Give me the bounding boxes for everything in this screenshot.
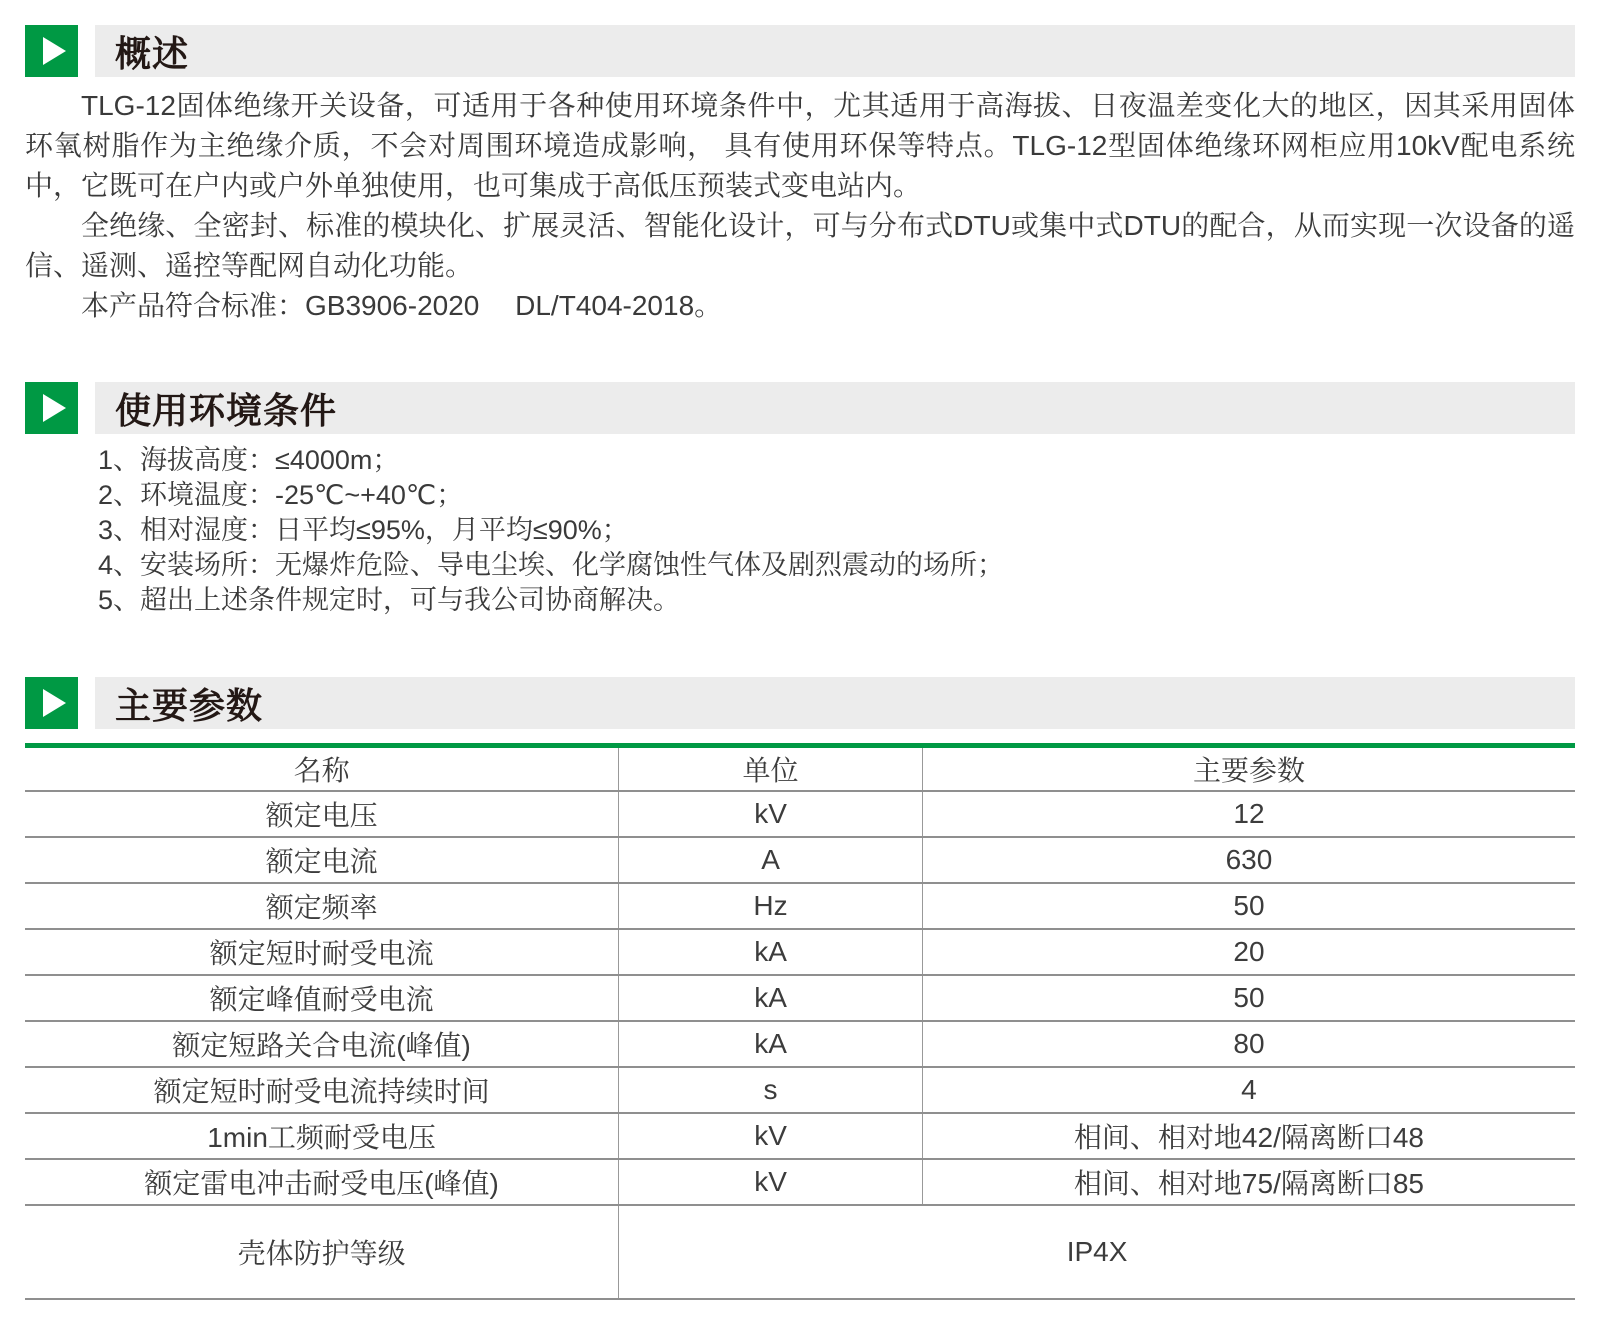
table-row: [25, 1067, 1575, 1113]
table-row: [25, 837, 1575, 883]
param-unit-cell: s: [619, 1067, 923, 1113]
table-header-unit: 单位: [619, 746, 923, 791]
environment-list-item: 5、超出上述条件规定时，可与我公司协商解决。: [98, 585, 681, 615]
overview-paragraph: 全绝缘、全密封、标准的模块化、扩展灵活、智能化设计，可与分布式DTU或集中式DTU的配合，从而实现一次设备的遥信、遥测、遥控等配网自动化功能。: [25, 210, 1575, 281]
section-title-parameters: 主要参数: [115, 684, 264, 726]
param-value-cell: 12: [922, 791, 1575, 837]
param-value-cell: 20: [922, 929, 1575, 975]
section-title-bar: [95, 677, 1575, 729]
param-name-cell: 额定峰值耐受电流: [25, 975, 619, 1021]
table-header-name: 名称: [25, 746, 619, 791]
section-header-environment: [25, 382, 1575, 434]
section-title-bar: [95, 382, 1575, 434]
param-name-cell: 1min工频耐受电压: [25, 1113, 619, 1159]
param-name-cell: 额定短时耐受电流持续时间: [25, 1067, 619, 1113]
play-icon: [25, 382, 78, 434]
table-row-merged: [25, 1205, 1575, 1299]
section-header-parameters: [25, 677, 1575, 729]
param-name-cell: 壳体防护等级: [25, 1205, 619, 1299]
overview-standards-line: 本产品符合标准：GB3906-2020 DL/T404-2018。: [81, 290, 723, 321]
table-row: [25, 1113, 1575, 1159]
param-value-cell: 4: [922, 1067, 1575, 1113]
param-value-cell: 630: [922, 837, 1575, 883]
section-title-overview: 概述: [115, 32, 190, 74]
section-title-bar: [95, 25, 1575, 77]
param-value-cell: 50: [922, 883, 1575, 929]
environment-list-item: 1、海拔高度：≤4000m；: [98, 445, 400, 475]
environment-list-item: 3、相对湿度：日平均≤95%，月平均≤90%；: [98, 515, 629, 545]
param-unit-cell: kA: [619, 975, 923, 1021]
param-name-cell: 额定雷电冲击耐受电压(峰值): [25, 1159, 619, 1205]
param-unit-cell: Hz: [619, 883, 923, 929]
table-row: [25, 975, 1575, 1021]
parameters-table: [25, 743, 1575, 1300]
param-name-cell: 额定短路关合电流(峰值): [25, 1021, 619, 1067]
param-unit-cell: kA: [619, 1021, 923, 1067]
table-header-row: [25, 746, 1575, 791]
param-value-cell: 相间、相对地42/隔离断口48: [922, 1113, 1575, 1159]
param-unit-cell: kV: [619, 1113, 923, 1159]
play-icon: [25, 677, 78, 729]
overview-text-block: [25, 86, 1575, 326]
param-unit-cell: kV: [619, 791, 923, 837]
param-name-cell: 额定电流: [25, 837, 619, 883]
section-title-environment: 使用环境条件: [115, 389, 338, 431]
table-header-value: 主要参数: [922, 746, 1575, 791]
section-header-overview: [25, 25, 1575, 77]
environment-conditions-list: [98, 443, 1560, 618]
param-unit-cell: A: [619, 837, 923, 883]
param-value-cell-merged: IP4X: [619, 1205, 1575, 1299]
param-name-cell: 额定电压: [25, 791, 619, 837]
environment-list-item: 4、安装场所：无爆炸危险、导电尘埃、化学腐蚀性气体及剧烈震动的场所；: [98, 550, 1005, 580]
table-row: [25, 1159, 1575, 1205]
param-unit-cell: kV: [619, 1159, 923, 1205]
param-value-cell: 80: [922, 1021, 1575, 1067]
param-name-cell: 额定短时耐受电流: [25, 929, 619, 975]
environment-list-item: 2、环境温度：-25℃~+40℃；: [98, 480, 464, 510]
param-unit-cell: kA: [619, 929, 923, 975]
param-name-cell: 额定频率: [25, 883, 619, 929]
play-icon: [25, 25, 78, 77]
table-row: [25, 1021, 1575, 1067]
table-row: [25, 791, 1575, 837]
table-row: [25, 929, 1575, 975]
overview-paragraph: TLG-12固体绝缘开关设备，可适用于各种使用环境条件中，尤其适用于高海拔、日夜温差变化大的地区，因其采用固体环氧树脂作为主绝缘介质，不会对周围环境造成影响， 具有使用环保等特点。TLG-12型固体绝缘环网柜应用10kV配电系统中，它既可在户内或户外单独使用，也可集成于高低压预装式变电站内。: [25, 90, 1575, 201]
param-value-cell: 50: [922, 975, 1575, 1021]
param-value-cell: 相间、相对地75/隔离断口85: [922, 1159, 1575, 1205]
table-row: [25, 883, 1575, 929]
